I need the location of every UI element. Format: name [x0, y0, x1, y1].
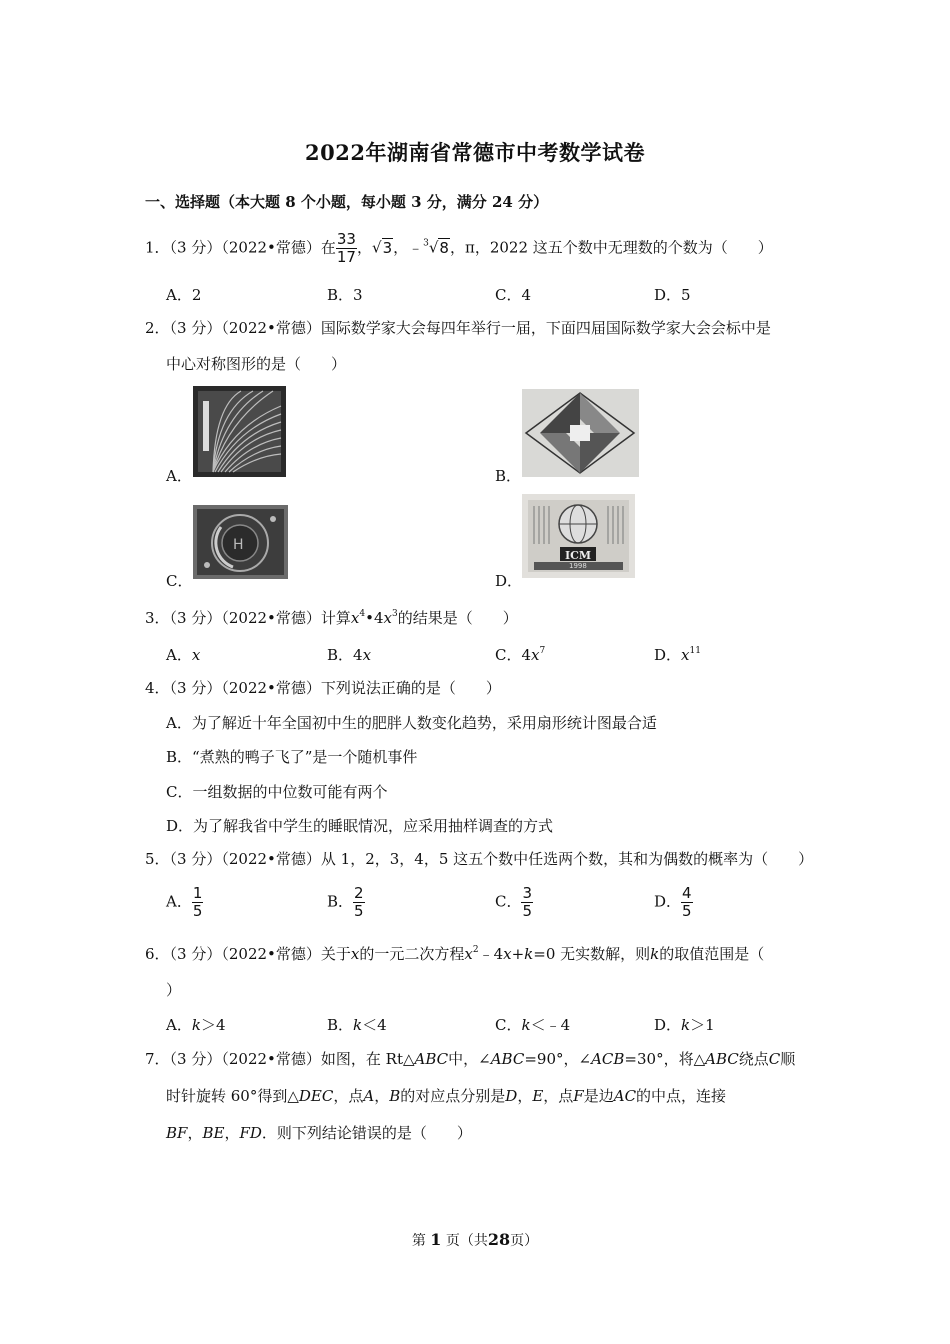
q2-line2: 中心对称图形的是（ ） — [166, 355, 347, 373]
q7-line3: BF，BE，FD．则下列结论错误的是（ ） — [166, 1124, 472, 1142]
q4-option-c: C．一组数据的中位数可能有两个 — [166, 783, 388, 801]
icm-logo-d-text: ICM — [565, 549, 592, 562]
q6-option-b: B．k＜4 — [327, 1016, 387, 1034]
q5-option-c: C． $\frac{3}{5}$ — [495, 884, 533, 920]
q5-stem: 5．（3 分）（2022•常德）从 1，2，3，4，5 这五个数中任选两个数，其和为偶数的概率为（ ） — [145, 850, 814, 868]
q2-label-b: B． — [495, 467, 522, 485]
q3-tail: 的结果是（ ） — [397, 609, 518, 627]
q2-line1: 2．（3 分）（2022•常德）国际数学家大会每四年举行一届，下面四届国际数学家大会会标中是 — [145, 319, 771, 337]
q2-label-a: A． — [166, 467, 192, 485]
section-heading: 一、选择题（本大题 8 个小题，每小题 3 分，满分 24 分） — [145, 193, 549, 211]
q3-option-a: A．x — [166, 646, 201, 664]
q1-cbrt-index: 3 — [423, 238, 429, 249]
q6-option-d: D．k＞1 — [654, 1016, 715, 1034]
q5-option-b: B． $\frac{2}{5}$ — [327, 884, 364, 920]
q6-option-c: C．k＜﹣4 — [495, 1016, 571, 1034]
page-footer: 第 1 页（共28页） — [411, 1230, 539, 1249]
q5-option-a: A． $\frac{1}{5}$ — [166, 884, 203, 920]
svg-text:H: H — [233, 537, 244, 553]
q6-line2: ） — [166, 981, 182, 999]
icm-logo-c-image — [193, 505, 288, 579]
question-3: 3．（3 分）（2022•常德）计算$x^4•4x^3$的结果是（ ） — [145, 609, 518, 627]
q3-lead: 3．（3 分）（2022•常德）计算 — [145, 609, 351, 627]
q1-fraction: $\frac{33}{17}$ — [336, 230, 356, 266]
q1-option-c: C．4 — [495, 286, 532, 304]
q1-option-b: B．3 — [327, 286, 363, 304]
q4-option-d: D．为了解我省中学生的睡眠情况，应采用抽样调查的方式 — [166, 817, 554, 835]
q1-option-d: D．5 — [654, 286, 691, 304]
q1-sqrt-value: 3 — [382, 238, 393, 257]
question-1: 1．（3 分）（2022•常德）在 $\frac{33}{17}$ ，√3，﹣$^3$√8，π，2022 这五个数中无理数的个数为（ ） — [145, 230, 773, 266]
icm-logo-b-image — [522, 389, 639, 477]
q6-option-a: A．k＞4 — [166, 1016, 226, 1034]
q2-label-d: D． — [495, 572, 523, 590]
page-number: 1 — [430, 1230, 442, 1249]
q4-stem: 4．（3 分）（2022•常德）下列说法正确的是（ ） — [145, 679, 501, 697]
cbrt-symbol-icon: √ — [428, 238, 439, 257]
q5-option-d: D． $\frac{4}{5}$ — [654, 884, 692, 920]
page-title: 2022年湖南省常德市中考数学试卷 — [305, 140, 645, 165]
q1-cbrt-value: 8 — [439, 238, 449, 257]
icm-logo-d — [522, 494, 635, 578]
q2-label-c: C． — [166, 572, 193, 590]
q4-option-a: A．为了解近十年全国初中生的肥胖人数变化趋势，采用扇形统计图最合适 — [166, 714, 657, 732]
q3-option-d: D．$x^{11}$ — [654, 646, 701, 664]
q1-tail: ，π，2022 这五个数中无理数的个数为（ ） — [449, 238, 773, 257]
q4-option-b: B．“煮熟的鸭子飞了”是一个随机事件 — [166, 748, 418, 766]
q1-option-a: A．2 — [166, 286, 202, 304]
icm-logo-a-image — [193, 386, 286, 477]
page-total: 28 — [487, 1230, 511, 1249]
q7-line1: 7．（3 分）（2022•常德）如图，在 Rt△ABC中，∠ABC=90°，∠ACB=30°，将△ABC绕点C顺 — [145, 1050, 796, 1068]
q3-option-b: B．4x — [327, 646, 372, 664]
q3-option-c: C．$4x^7$ — [495, 646, 546, 664]
icm-logo-d-year: 1998 — [569, 562, 587, 570]
q7-line2: 时针旋转 60°得到△DEC，点A，B的对应点分别是D，E，点F是边AC的中点，连接 — [166, 1087, 727, 1105]
q1-lead: 1．（3 分）（2022•常德）在 — [145, 238, 336, 257]
q6-line1: 6．（3 分）（2022•常德）关于x的一元二次方程$x^2﹣4x+k=0$ 无实数解，则k的取值范围是（ — [145, 945, 765, 963]
sqrt-symbol-icon: √ — [372, 238, 382, 257]
